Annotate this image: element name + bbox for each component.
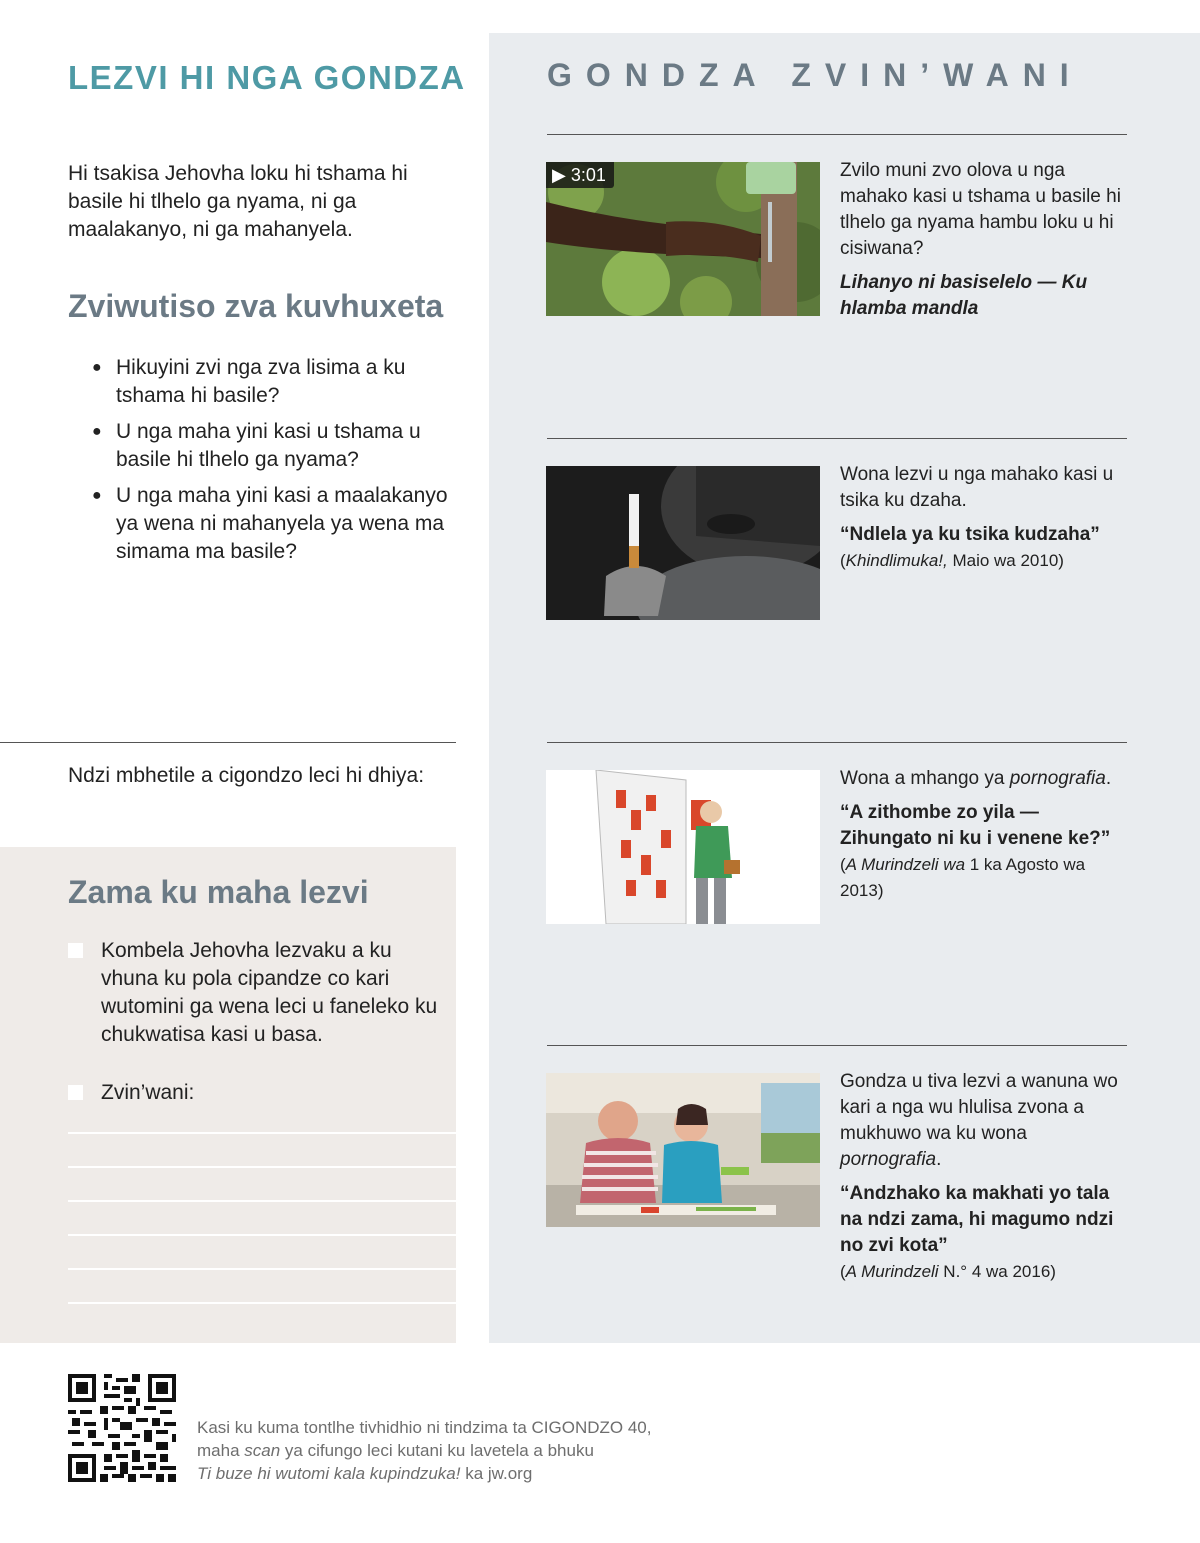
checkbox[interactable] bbox=[68, 1085, 83, 1100]
writing-line[interactable] bbox=[68, 1268, 456, 1270]
resource-description bbox=[840, 1069, 1130, 1173]
footer-line bbox=[197, 1439, 757, 1462]
book-title[interactable]: Ti buze hi wutomi kala kupindzuka! bbox=[197, 1464, 461, 1483]
resource-source: (Khindlimuka!, Maio wa 2010) bbox=[840, 551, 1064, 570]
list-item bbox=[90, 354, 460, 410]
video-duration-badge: ▶ 3:01 bbox=[546, 162, 614, 188]
resource-title[interactable]: “Andzhako ka makhati yo tala na ndzi zama, hi magumo ndzi no zvi kota” bbox=[840, 1183, 1114, 1256]
bullet-icon: ● bbox=[92, 359, 102, 376]
explore-heading: GONDZA ZVIN’WANI bbox=[547, 57, 1083, 93]
discussed-date-label: Ndzi mbhetile a cigondzo leci hi dhiya: bbox=[68, 764, 425, 787]
questions-heading: Zviwutiso zva kuvhuxeta bbox=[68, 288, 444, 324]
qr-code[interactable] bbox=[68, 1374, 176, 1482]
writing-line[interactable] bbox=[68, 1234, 456, 1236]
resource-title[interactable]: Lihanyo ni basiselelo — Ku hlamba mandla bbox=[840, 272, 1088, 319]
source-detail: Maio wa 2010) bbox=[947, 551, 1064, 570]
resource-title[interactable]: “Ndlela ya ku tsika kudzaha” bbox=[840, 524, 1100, 545]
resource-text bbox=[840, 1069, 1130, 1285]
man-with-phone-illustration bbox=[546, 770, 820, 924]
explore-column bbox=[489, 33, 1200, 1343]
footer-text bbox=[197, 1416, 757, 1485]
resource-description: Wona lezvi u nga mahako kasi u tsika ku dzaha. bbox=[840, 464, 1114, 511]
description-emphasis: pornografia bbox=[1009, 768, 1106, 789]
qr-code-icon bbox=[68, 1374, 176, 1482]
resource-source: (A Murindzeli wa 1 ka Agosto wa 2013) bbox=[840, 855, 1086, 900]
footer-emphasis: scan bbox=[244, 1441, 281, 1460]
description-main: Wona a mhango ya bbox=[840, 768, 1010, 789]
intro-text: Hi tsakisa Jehovha loku hi tshama hi basile hi tlhelo ga nyama, ni ga maalakanyo, ni ga mahanyela. bbox=[68, 162, 408, 241]
bullet-icon: ● bbox=[92, 423, 102, 440]
checklist-text: Kombela Jehovha lezvaku a ku vhuna ku pola cipandze co kari wutomini ga wena leci u faneleko ku chukwatisa kasi u basa. bbox=[101, 939, 438, 1046]
video-thumbnail[interactable] bbox=[546, 162, 820, 316]
description-emphasis: pornografia bbox=[840, 1149, 937, 1170]
footer-fragment: maha bbox=[197, 1441, 245, 1460]
resource-description: Zvilo muni zvo olova u nga mahako kasi u tshama u basile hi tlhelo ga nyama hambu loku u hi cisiwana? bbox=[840, 160, 1121, 259]
divider bbox=[0, 742, 456, 743]
article-thumbnail[interactable] bbox=[546, 770, 820, 924]
resource-text bbox=[840, 462, 1130, 574]
divider bbox=[547, 1045, 1127, 1046]
divider bbox=[547, 438, 1127, 439]
footer-fragment: ya cifungo leci kutani ku lavetela a bhuku bbox=[280, 1441, 594, 1460]
source-detail: 1 ka Agosto wa 2013) bbox=[840, 855, 1086, 900]
footer-line bbox=[197, 1462, 757, 1485]
source-publication: A Murindzeli bbox=[845, 1262, 939, 1281]
writing-line[interactable] bbox=[68, 1166, 456, 1168]
description-end: . bbox=[1105, 768, 1112, 789]
cigarette-photo bbox=[546, 466, 820, 620]
resource-title[interactable]: “A zithombe zo yila — Zihungato ni ku i venene ke?” bbox=[840, 802, 1111, 849]
try-heading: Zama ku maha lezvi bbox=[68, 874, 369, 910]
footer-line: Kasi ku kuma tontlhe tivhidhio ni tindzima ta CIGONDZO 40, bbox=[197, 1418, 652, 1437]
checklist-item bbox=[68, 937, 438, 1049]
description-main: Gondza u tiva lezvi a wanuna wo kari a nga wu hlulisa zvona a mukhuwo wa ku wona bbox=[840, 1071, 1118, 1144]
source-publication: Khindlimuka!, bbox=[845, 551, 948, 570]
divider bbox=[547, 742, 1127, 743]
question-text: U nga maha yini kasi u tshama u basile hi tlhelo ga nyama? bbox=[116, 420, 421, 471]
bullet-icon: ● bbox=[92, 487, 102, 504]
article-thumbnail[interactable] bbox=[546, 1073, 820, 1227]
how-heading: LEZVI HI NGA GONDZA bbox=[68, 59, 466, 96]
source-publication: A Murindzeli wa bbox=[845, 855, 966, 874]
questions-list bbox=[90, 354, 460, 574]
checklist-item bbox=[68, 1079, 438, 1107]
resource-source: (A Murindzeli N.° 4 wa 2016) bbox=[840, 1262, 1056, 1281]
article-thumbnail[interactable] bbox=[546, 466, 820, 620]
checkbox[interactable] bbox=[68, 943, 83, 958]
checklist-text: Zvin’wani: bbox=[101, 1081, 195, 1104]
resource-description bbox=[840, 766, 1130, 792]
source-detail: N.° 4 wa 2016) bbox=[938, 1262, 1056, 1281]
try-this-box bbox=[0, 847, 456, 1343]
description-end: . bbox=[936, 1149, 942, 1170]
resource-text bbox=[840, 766, 1130, 904]
divider bbox=[547, 134, 1127, 135]
footer-fragment: ka jw.org bbox=[460, 1464, 533, 1483]
writing-line[interactable] bbox=[68, 1132, 456, 1134]
resource-text bbox=[840, 158, 1130, 322]
question-text: U nga maha yini kasi a maalakanyo ya wena ni mahanyela ya wena ma simama ma basile? bbox=[116, 484, 448, 563]
writing-line[interactable] bbox=[68, 1200, 456, 1202]
couple-cooking-photo bbox=[546, 1073, 820, 1227]
list-item bbox=[90, 482, 460, 566]
writing-line[interactable] bbox=[68, 1302, 456, 1304]
list-item bbox=[90, 418, 460, 474]
question-text: Hikuyini zvi nga zva lisima a ku tshama hi basile? bbox=[116, 356, 406, 407]
